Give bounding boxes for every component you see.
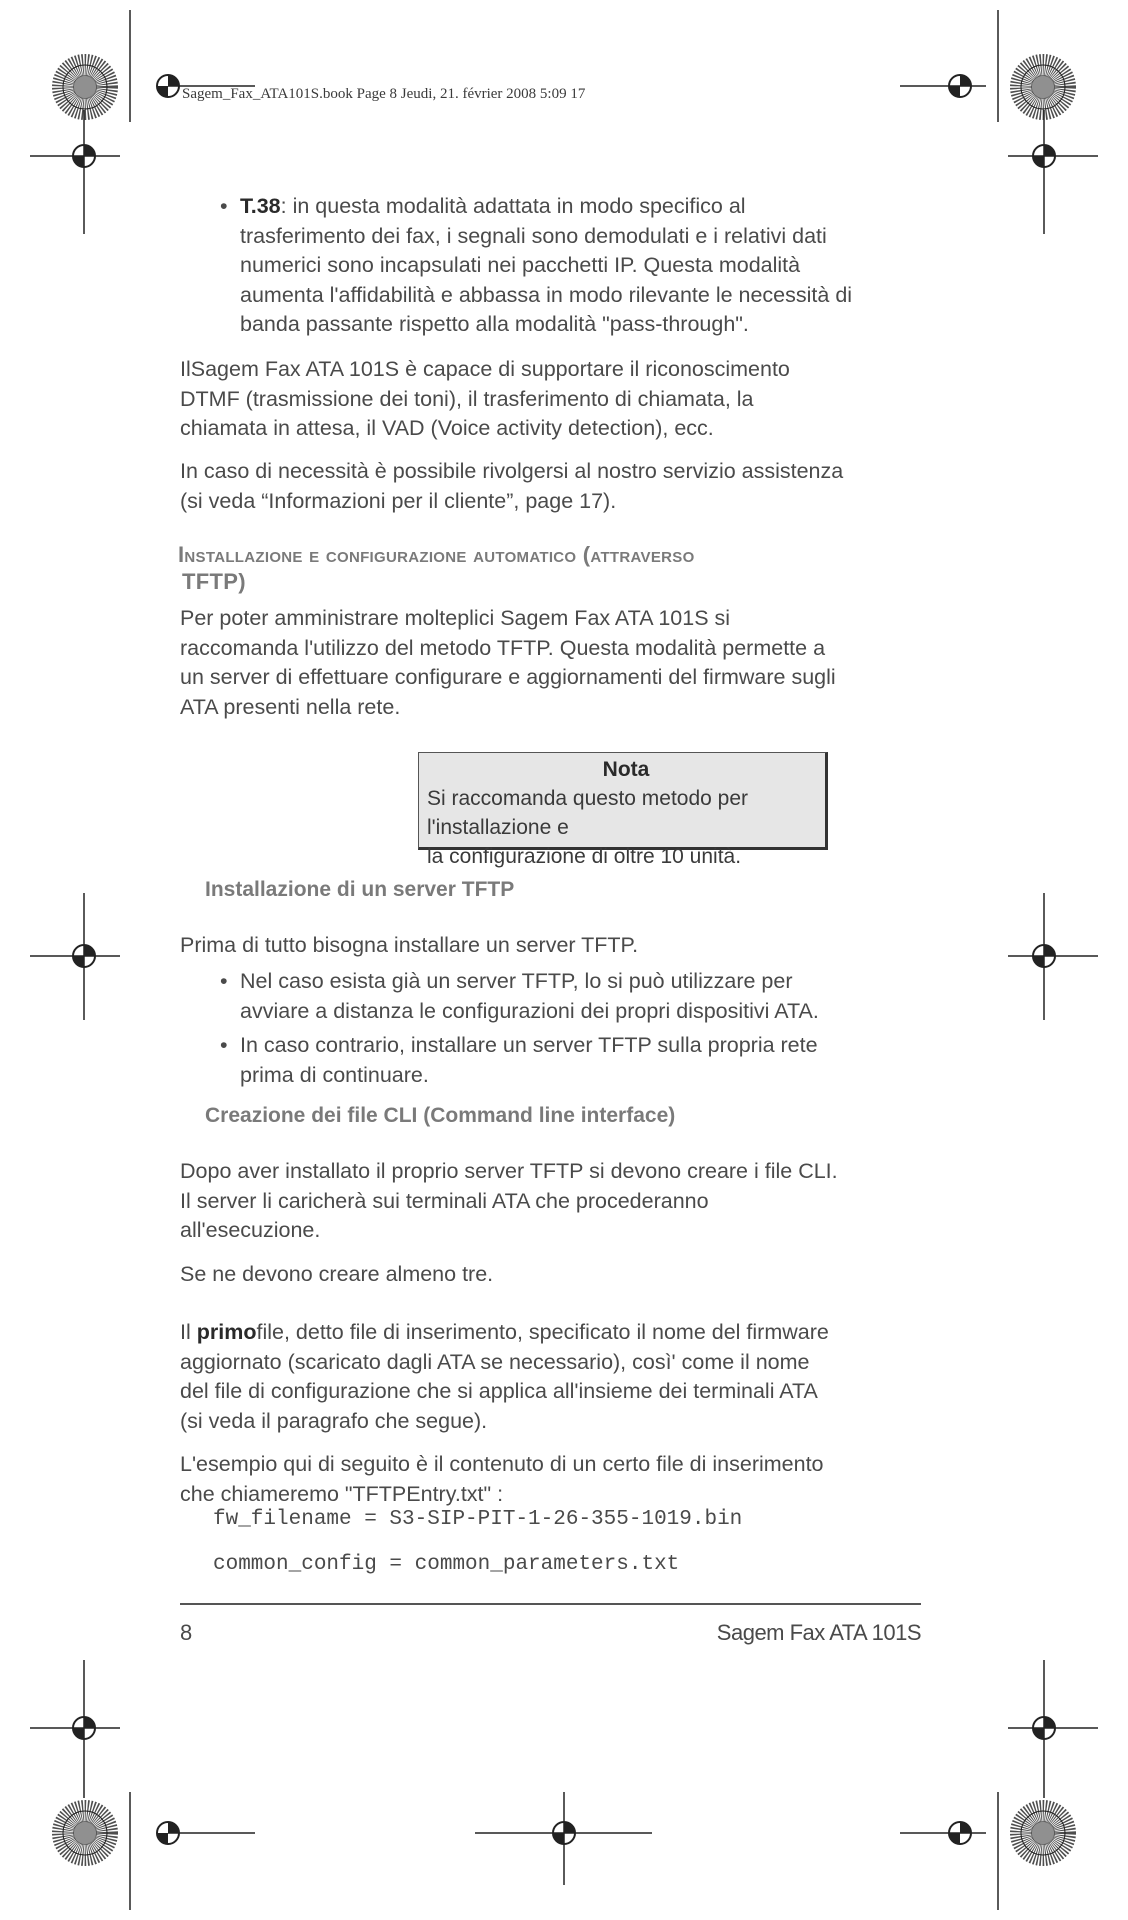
footer-product-name: Sagem Fax ATA 101S: [716, 1620, 921, 1645]
code-line: fw_filename = S3-SIP-PIT-1-26-355-1019.bin: [213, 1508, 743, 1531]
term-primo: primo: [196, 1320, 257, 1344]
paragraph-cli-2: Se ne devono creare almeno tre.: [180, 1262, 494, 1286]
print-header: Sagem_Fax_ATA101S.book Page 8 Jeudi, 21. février 2008 5:09 17: [182, 86, 586, 102]
paragraph-cli-4: L'esempio qui di seguito è il contenuto di un certo file di inserimento che chiameremo "TFTPEntry.txt" :: [180, 1452, 824, 1506]
paragraph-assistance: In caso di necessità è possibile rivolgersi al nostro servizio assistenza (si veda “Informazioni per il cliente”, page 17).: [180, 459, 844, 513]
bullet-dot: •: [220, 1033, 228, 1057]
paragraph-install-intro: Prima di tutto bisogna installare un server TFTP.: [180, 933, 639, 957]
paragraph-cli-1: Dopo aver installato il proprio server TFTP si devono creare i file CLI. Il server li caricherà sui terminali ATA che procederanno all'esecuzione.: [180, 1159, 838, 1242]
bullet-t38: T.38: in questa modalità adattata in modo specifico al trasferimento dei fax, i segnali sono demodulati e i relativi dati numerici sono incapsulati nei pacchetti IP. Questa modalità aumenta l'affidabilità e abbassa in modo rilevante le necessità di banda passante rispetto alla modalità "pass-through".: [240, 194, 853, 336]
code-line: common_config = common_parameters.txt: [213, 1553, 680, 1576]
subheading-install: Installazione di un server TFTP: [205, 878, 515, 901]
bullet-dot: •: [220, 194, 228, 218]
paragraph-tftp: Per poter amministrare molteplici Sagem Fax ATA 101S si raccomanda l'utilizzo del metodo TFTP. Questa modalità permette a un server di effettuare configurare e aggiornamenti del firmware sugli ATA presenti nella rete.: [180, 606, 836, 719]
term-t38: T.38: [240, 194, 281, 218]
subheading-cli: Creazione dei file CLI (Command line interface): [205, 1104, 676, 1127]
paragraph-cli-3: Il primofile, detto file di inserimento, specificato il nome del firmware aggiornato (scaricato dagli ATA se necessario), così' come il nome del file di configurazione che si applica all'insieme dei terminali ATA (si veda il paragrafo che segue).: [180, 1320, 829, 1433]
section-heading: Installazione e configurazione automatico (attraverso TFTP): [178, 542, 695, 594]
bullet-existing-server: Nel caso esista già un server TFTP, lo si può utilizzare per avviare a distanza le configurazioni dei propri dispositivi ATA.: [240, 969, 819, 1023]
note-box: Nota Si raccomanda questo metodo per l'installazione e la configurazione di oltre 10 unità.: [418, 752, 828, 850]
page-number: 8: [180, 1620, 193, 1645]
footer-rule: [180, 1603, 921, 1605]
bullet-install-server: In caso contrario, installare un server TFTP sulla propria rete prima di continuare.: [240, 1033, 818, 1087]
bullet-dot: •: [220, 969, 228, 993]
note-title: Nota: [602, 758, 650, 781]
paragraph-support: IlSagem Fax ATA 101S è capace di supportare il riconoscimento DTMF (trasmissione dei toni), il trasferimento di chiamata, la chiamata in attesa, il VAD (Voice activity detection), ecc.: [180, 357, 790, 440]
